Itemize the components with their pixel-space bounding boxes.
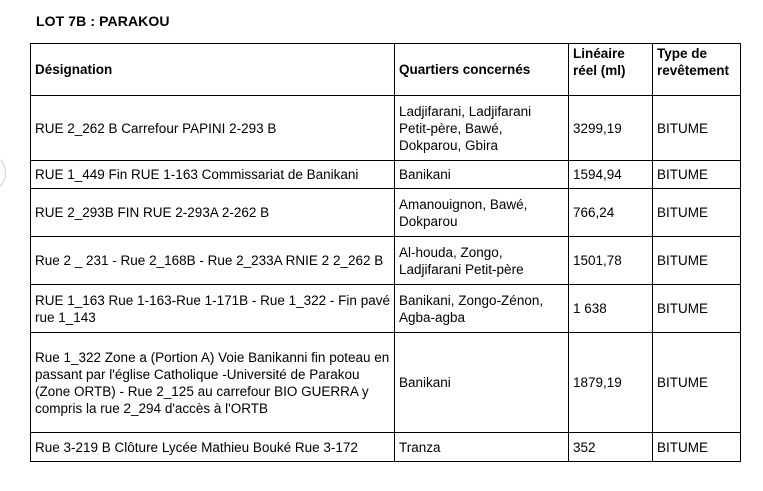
cell-designation: Rue 2 _ 231 - Rue 2_168B - Rue 2_233A RNIE 2 2_262 B	[31, 237, 395, 285]
cell-lineaire: 352	[569, 433, 653, 462]
cell-designation: Rue 1_322 Zone a (Portion A) Voie Banikanni fin poteau en passant par l'église Catholique -Université de Parakou (Zone ORTB) - Rue 2_125 au carrefour BIO GUERRA y compris la rue 2_294 d'accès à l'ORTB	[31, 333, 395, 433]
cell-lineaire: 1594,94	[569, 161, 653, 189]
cell-quartiers: Banikani	[395, 161, 569, 189]
cell-type: BITUME	[653, 333, 741, 433]
cell-quartiers: Amanouignon, Bawé, Dokparou	[395, 189, 569, 237]
table-header-row	[31, 44, 741, 96]
cell-quartiers: Tranza	[395, 433, 569, 462]
table-row	[31, 433, 741, 462]
table-row	[31, 96, 741, 161]
cell-quartiers: Banikani, Zongo-Zénon, Agba-agba	[395, 285, 569, 333]
cell-designation: RUE 1_449 Fin RUE 1-163 Commissariat de Banikani	[31, 161, 395, 189]
cell-type: BITUME	[653, 237, 741, 285]
roads-table	[30, 43, 741, 462]
header-quartiers: Quartiers concernés	[395, 44, 569, 96]
cell-designation: RUE 2_262 B Carrefour PAPINI 2-293 B	[31, 96, 395, 161]
table-row	[31, 333, 741, 433]
cell-lineaire: 766,24	[569, 189, 653, 237]
cell-lineaire: 1501,78	[569, 237, 653, 285]
cell-quartiers: Banikani	[395, 333, 569, 433]
cell-lineaire: 1879,19	[569, 333, 653, 433]
header-designation: Désignation	[31, 44, 395, 96]
cell-type: BITUME	[653, 96, 741, 161]
cell-type: BITUME	[653, 161, 741, 189]
cell-quartiers: Ladjifarani, Ladjifarani Petit-père, Bawé, Dokparou, Gbira	[395, 96, 569, 161]
header-lineaire: Linéaire réel (ml)	[569, 44, 653, 96]
cell-lineaire: 1 638	[569, 285, 653, 333]
cell-type: BITUME	[653, 433, 741, 462]
cell-designation: RUE 1_163 Rue 1-163-Rue 1-171B - Rue 1_322 - Fin pavé rue 1_143	[31, 285, 395, 333]
cell-designation: RUE 2_293B FIN RUE 2-293A 2-262 B	[31, 189, 395, 237]
cell-quartiers: Al-houda, Zongo, Ladjifarani Petit-père	[395, 237, 569, 285]
side-decoration	[0, 157, 6, 189]
page-title: LOT 7B : PARAKOU	[36, 13, 170, 29]
table-row	[31, 237, 741, 285]
cell-type: BITUME	[653, 285, 741, 333]
table-row	[31, 285, 741, 333]
table-row	[31, 189, 741, 237]
cell-lineaire: 3299,19	[569, 96, 653, 161]
table-row	[31, 161, 741, 189]
cell-type: BITUME	[653, 189, 741, 237]
header-type: Type de revêtement	[653, 44, 741, 96]
cell-designation: Rue 3-219 B Clôture Lycée Mathieu Bouké Rue 3-172	[31, 433, 395, 462]
